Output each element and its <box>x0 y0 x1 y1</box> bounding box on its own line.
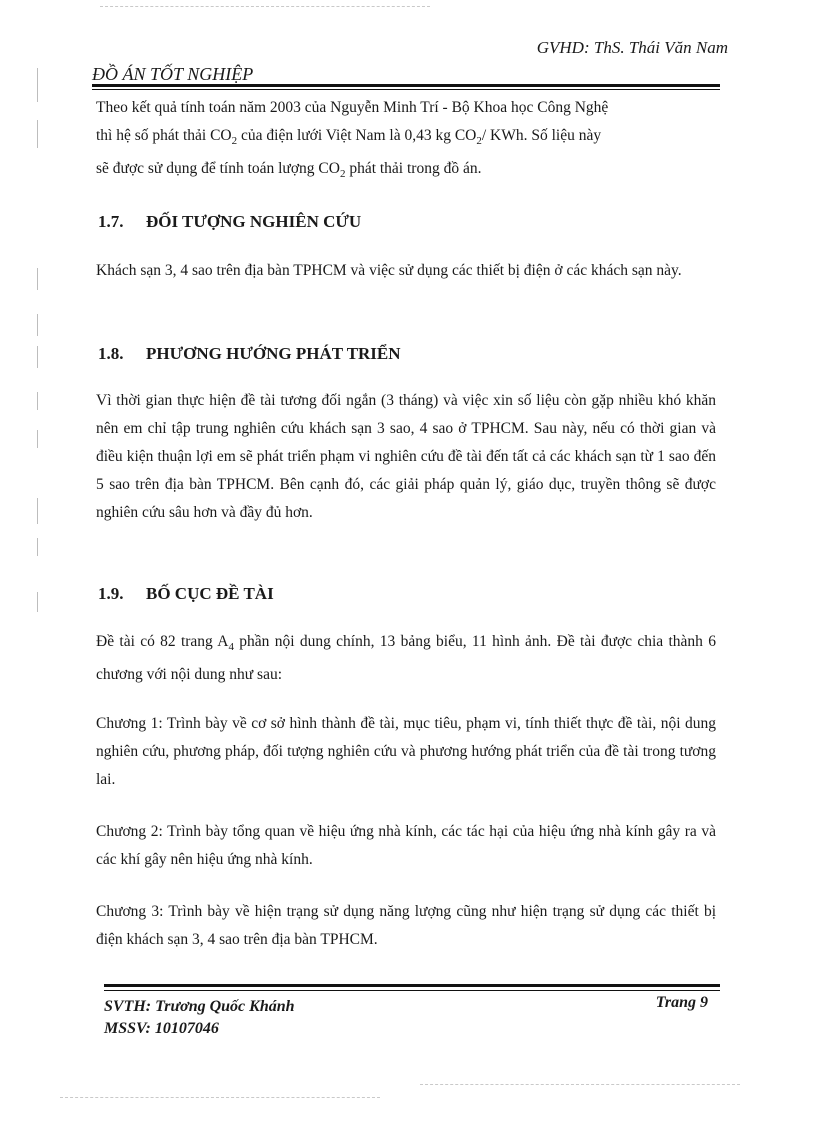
section-title: PHƯƠNG HƯỚNG PHÁT TRIỂN <box>146 344 401 363</box>
margin-mark <box>37 592 38 612</box>
chapter-1-text: Chương 1: Trình bày về cơ sở hình thành đề tài, mục tiêu, phạm vi, tính thiết thực đề tài, nội dung nghiên cứu, phương pháp, đối tượng nghiên cứu và phương hướng phát triển của đề tài trong tương lai. <box>96 715 716 788</box>
section-1-7-text: Khách sạn 3, 4 sao trên địa bàn TPHCM và việc sử dụng các thiết bị điện ở các khách sạn này. <box>96 262 682 279</box>
margin-mark <box>37 430 38 448</box>
margin-mark <box>37 392 38 410</box>
scan-artifact-bottom-left <box>60 1097 380 1098</box>
intro-paragraph: Theo kết quả tính toán năm 2003 của Nguyễn Minh Trí - Bộ Khoa học Công Nghệ thì hệ số phát thải $CO_2$ của điện lưới Việt Nam là 0,43 kg $CO_2/$ KWh. Số liệu này sẽ được sử dụng để tính toán lượng $CO_2$ phát thải trong đồ án. <box>96 99 609 181</box>
section-1-8-text: Vì thời gian thực hiện đề tài tương đối ngắn (3 tháng) và việc xin số liệu còn gặp nhiều khó khăn nên em chỉ tập trung nghiên cứu khách sạn 3 sao, 4 sao ở TPHCM. Sau này, nếu có thời gian và điều kiện thuận lợi em sẽ phát triển phạm vi nghiên cứu đề tài đến tất cả các khách sạn từ 1 sao đến 5 sao trên địa bàn TPHCM. Bên cạnh đó, các giải pháp quản lý, giáo dục, truyền thông sẽ được nghiên cứu sâu hơn và đầy đủ hơn. <box>96 392 716 521</box>
margin-mark <box>37 314 38 336</box>
chapter-2-text: Chương 2: Trình bày tổng quan về hiệu ứng nhà kính, các tác hại của hiệu ứng nhà kính gây ra và các khí gây nên hiệu ứng nhà kính. <box>96 823 716 868</box>
section-heading-1-9 <box>98 582 274 606</box>
scan-artifact-bottom <box>420 1084 740 1085</box>
section-number: 1.8. <box>98 344 124 363</box>
section-number: 1.9. <box>98 584 124 603</box>
margin-mark <box>37 120 38 148</box>
student-name: SVTH: Trương Quốc Khánh <box>104 998 295 1015</box>
student-id: MSSV: 10107046 <box>104 1020 219 1037</box>
footer-rule-thin <box>104 990 720 991</box>
margin-mark <box>37 498 38 524</box>
margin-mark <box>37 68 38 102</box>
scan-artifact-top <box>100 6 430 7</box>
page-number: Trang 9 <box>655 994 708 1011</box>
margin-mark <box>37 538 38 556</box>
header-rule <box>92 84 720 87</box>
advisor-label: GVHD: ThS. Thái Văn Nam <box>536 38 728 57</box>
section-heading-1-7 <box>98 210 361 234</box>
header-rule-thin <box>92 89 720 90</box>
margin-mark <box>37 346 38 368</box>
section-heading-1-8 <box>98 342 401 366</box>
margin-mark <box>37 268 38 290</box>
section-1-9-text: Đề tài có 82 trang $A_4$ phần nội dung chính, 13 bảng biểu, 11 hình ảnh. Đề tài được chia thành 6 chương với nội dung như sau: <box>96 633 716 684</box>
section-title: ĐỐI TƯỢNG NGHIÊN CỨU <box>146 212 362 231</box>
footer-rule <box>104 984 720 987</box>
section-number: 1.7. <box>98 212 124 231</box>
section-title: BỐ CỤC ĐỀ TÀI <box>146 584 274 603</box>
chapter-3-text: Chương 3: Trình bày về hiện trạng sử dụng năng lượng cũng như hiện trạng sử dụng các thiết bị điện khách sạn 3, 4 sao trên địa bàn TPHCM. <box>96 903 716 948</box>
document-title: ĐỒ ÁN TỐT NGHIỆP <box>92 64 254 84</box>
